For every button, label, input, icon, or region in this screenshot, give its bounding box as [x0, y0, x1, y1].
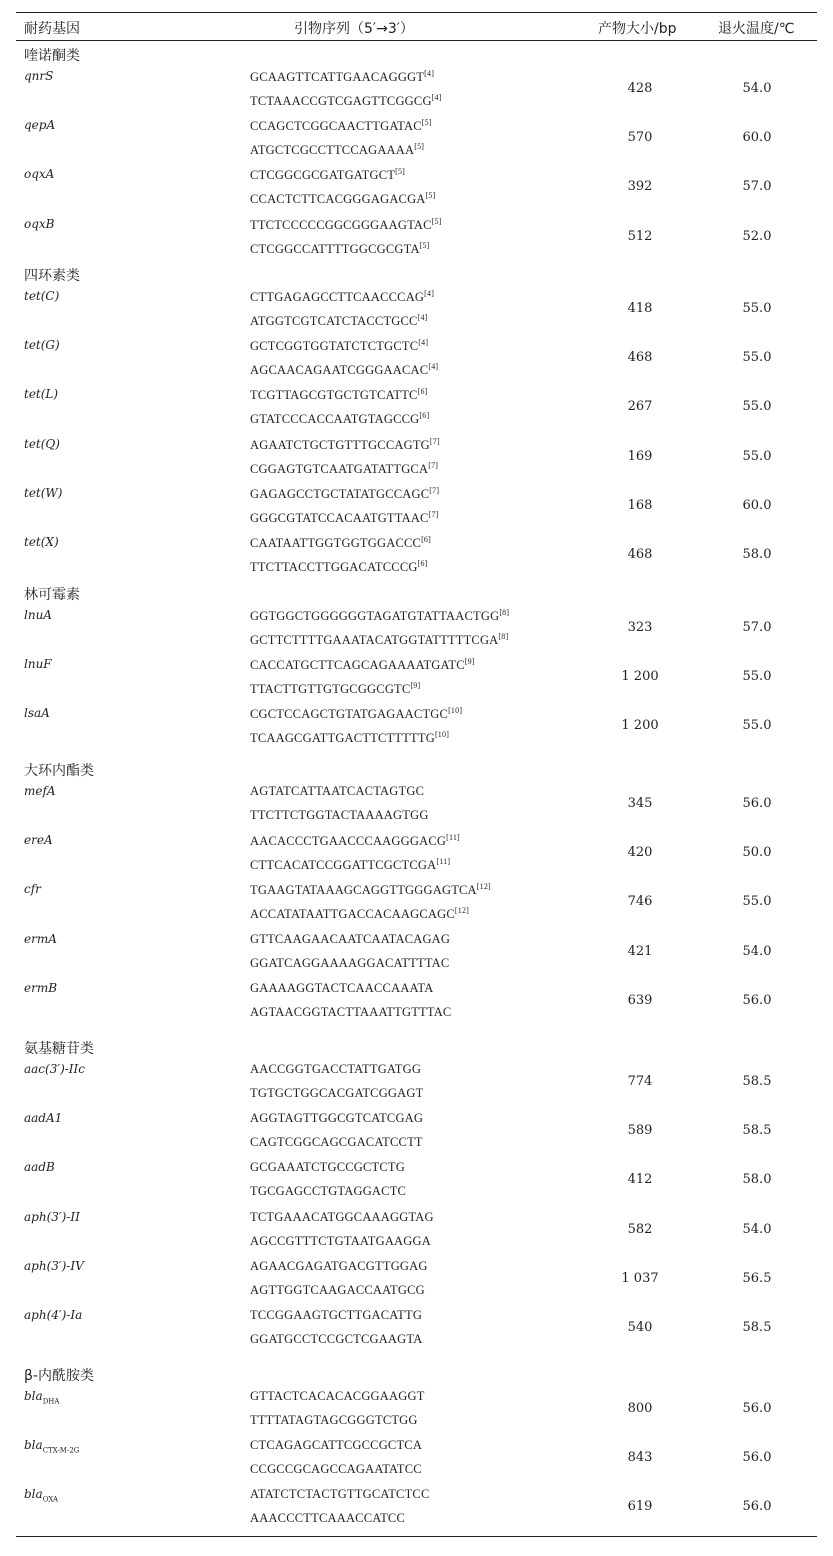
- annealing-temp: 58.0: [742, 1172, 772, 1188]
- forward-primer: [250, 1438, 422, 1453]
- annealing-temp: 56.0: [742, 1401, 772, 1416]
- annealing-temp: 58.5: [742, 1074, 772, 1089]
- annealing-temp: 58.5: [742, 1123, 772, 1139]
- table-top-rule: [16, 12, 817, 13]
- annealing-temp: 56.0: [742, 796, 772, 811]
- reverse-primer: [250, 411, 429, 427]
- reference-citation: [7]: [429, 485, 440, 495]
- product-size: 168: [627, 497, 653, 513]
- reference-citation: [5]: [431, 216, 442, 226]
- gene-name: [24, 535, 59, 549]
- primer-sequence: CCGCCGCAGCCAGAATATCC: [250, 1462, 422, 1477]
- reference-citation: [8]: [498, 632, 509, 641]
- gene-name-text: qepA: [24, 118, 56, 133]
- forward-primer: [250, 1308, 422, 1323]
- annealing-temp: 55.0: [742, 448, 772, 464]
- product-size: 1 200: [621, 669, 659, 685]
- primer-sequence: CGGAGTGTCAATGATATTGCA: [250, 461, 429, 476]
- primer-sequence: AGTAACGGTACTTAAATTGTTTAC: [250, 1004, 452, 1019]
- forward-primer: [250, 706, 462, 722]
- gene-name: [24, 1308, 82, 1322]
- gene-name-text: mefA: [24, 784, 56, 798]
- primer-sequence: CCAGCTCGGCAACTTGATAC: [250, 119, 422, 134]
- forward-primer: [250, 69, 434, 85]
- product-size: 570: [627, 130, 653, 146]
- reverse-primer: [250, 362, 438, 378]
- reverse-primer: [250, 956, 449, 971]
- reverse-primer: [250, 461, 438, 477]
- reverse-primer: [250, 1234, 431, 1249]
- primer-sequence: ATATCTCTACTGTTGCATCTCC: [250, 1487, 430, 1502]
- gene-name-text: cfr: [24, 882, 41, 897]
- annealing-temp: 55.0: [742, 669, 772, 685]
- reverse-primer: [250, 632, 508, 648]
- gene-name: [24, 1160, 55, 1174]
- annealing-temp: 50.0: [742, 845, 772, 861]
- reverse-primer: [250, 857, 450, 873]
- gene-name: [24, 486, 62, 500]
- primer-sequence: AGAACGAGATGACGTTGGAG: [250, 1258, 428, 1273]
- gene-name: [24, 608, 52, 622]
- product-size: 589: [627, 1123, 653, 1139]
- gene-name-text: tet(G): [24, 338, 60, 353]
- forward-primer: [250, 1259, 428, 1274]
- primer-sequence: AGAATCTGCTGTTTGCCAGTG: [250, 437, 430, 452]
- annealing-temp: 56.0: [742, 1450, 772, 1466]
- gene-name: [24, 1111, 62, 1125]
- reference-citation: [10]: [448, 706, 463, 716]
- annealing-temp: 56.0: [742, 1499, 772, 1515]
- gene-name: [24, 1389, 59, 1405]
- reverse-primer: [250, 1462, 422, 1477]
- primer-sequence: TTTTATAGTAGCGGGTCTGG: [250, 1413, 418, 1427]
- primer-sequence: AGCCGTTTCTGTAATGAAGGA: [250, 1233, 431, 1248]
- forward-primer: [250, 1389, 425, 1404]
- reference-citation: [4]: [424, 289, 435, 298]
- product-size: 774: [627, 1074, 653, 1089]
- gene-name-text: tet(W): [24, 485, 63, 500]
- reverse-primer: [250, 93, 442, 109]
- reference-citation: [5]: [425, 191, 436, 201]
- primer-sequence: GGATGCCTCCGCTCGAAGTA: [250, 1332, 423, 1346]
- reference-citation: [11]: [436, 857, 451, 867]
- annealing-temp: 55.0: [742, 718, 772, 734]
- gene-name-text: aph(4′)-Ia: [24, 1308, 83, 1322]
- reference-citation: [12]: [454, 906, 470, 916]
- gene-name: [24, 167, 54, 181]
- gene-name-text: oqxB: [24, 216, 55, 231]
- reverse-primer: [250, 1086, 423, 1101]
- forward-primer: [250, 437, 440, 453]
- annealing-temp: 56.0: [742, 992, 772, 1008]
- primer-sequence: AAACCCTTCAAACCATCC: [250, 1511, 406, 1526]
- annealing-temp: 57.0: [742, 179, 772, 195]
- primer-sequence: AGGTAGTTGGCGTCATCGAG: [250, 1111, 424, 1126]
- reverse-primer: [250, 1135, 423, 1150]
- primer-sequence: CAATAATTGGTGGTGGACCC: [250, 536, 422, 551]
- reference-citation: [4]: [431, 93, 442, 102]
- product-size: 267: [627, 399, 653, 415]
- reference-citation: [6]: [419, 411, 430, 421]
- primer-sequence: TTACTTGTTGTGCGGCGTC: [250, 682, 411, 697]
- primer-sequence: TTCTTCTGGTACTAAAAGTGG: [250, 808, 429, 822]
- primer-sequence: TTCTTACCTTGGACATCCCG: [250, 560, 418, 575]
- reverse-primer: [250, 1332, 422, 1347]
- product-size: 169: [627, 448, 653, 464]
- reference-citation: [6]: [417, 559, 428, 568]
- product-size: 512: [627, 228, 653, 244]
- primer-sequence: GAGAGCCTGCTATATGCCAGC: [250, 486, 430, 501]
- annealing-temp: 58.5: [742, 1320, 772, 1335]
- primer-sequence: TGCGAGCCTGTAGGACTC: [250, 1184, 407, 1199]
- primer-sequence: AGTTGGTCAAGACCAATGCG: [250, 1282, 425, 1297]
- annealing-temp: 57.0: [742, 620, 772, 635]
- gene-name: [24, 1487, 58, 1503]
- gene-name-text: aph(3′)-IV: [24, 1258, 84, 1273]
- gene-name-text: bla: [24, 1487, 43, 1502]
- gene-name: [24, 387, 58, 401]
- header-temp: 退火温度/℃: [718, 21, 795, 37]
- reference-citation: [9]: [410, 681, 421, 691]
- gene-name-text: aac(3′)-IIc: [24, 1062, 86, 1076]
- reverse-primer: [250, 808, 429, 823]
- forward-primer: [250, 1062, 421, 1077]
- forward-primer: [250, 608, 509, 624]
- annealing-temp: 55.0: [742, 399, 772, 415]
- gene-name: [24, 882, 41, 896]
- gene-name-text: aadB: [24, 1160, 55, 1175]
- reverse-primer: [250, 241, 430, 257]
- forward-primer: [250, 118, 432, 134]
- gene-name: [24, 437, 60, 451]
- primer-sequence: CTCGGCCATTTTGGCGCGTA: [250, 241, 420, 256]
- reference-citation: [4]: [424, 69, 435, 78]
- primer-sequence: ATGCTCGCCTTCCAGAAAA: [250, 143, 415, 158]
- reverse-primer: [250, 313, 428, 329]
- primer-sequence: GTTACTCACACACGGAAGGT: [250, 1389, 425, 1403]
- gene-name: [24, 217, 55, 231]
- reference-citation: [4]: [418, 338, 429, 348]
- gene-name-text: aph(3′)-II: [24, 1209, 80, 1224]
- reference-citation: [9]: [464, 657, 475, 667]
- gene-name-text: oqxA: [24, 167, 55, 182]
- product-size: 540: [627, 1320, 653, 1335]
- forward-primer: [250, 167, 405, 183]
- product-size: 639: [627, 992, 653, 1008]
- primer-sequence: GCTCGGTGGTATCTCTGCTC: [250, 339, 419, 354]
- annealing-temp: 56.5: [742, 1270, 772, 1286]
- gene-name: [24, 289, 59, 303]
- product-size: 1 200: [621, 718, 659, 734]
- product-size: 420: [627, 845, 653, 861]
- primer-sequence: AACCGGTGACCTATTGATGG: [250, 1062, 422, 1076]
- header-rule: [16, 40, 817, 41]
- forward-primer: [250, 981, 433, 996]
- reference-citation: [5]: [414, 142, 425, 152]
- annealing-temp: 54.0: [742, 1221, 772, 1237]
- primer-sequence: GCTTCTTTTGAAATACATGGTATTTTTCGA: [250, 633, 499, 648]
- reverse-primer: [250, 906, 469, 922]
- gene-name: [24, 833, 53, 847]
- primer-sequence: TCTAAACCGTCGAGTTCGGCG: [250, 94, 432, 109]
- reverse-primer: [250, 559, 428, 575]
- gene-name-text: ermB: [24, 980, 58, 995]
- primer-sequence: TCTGAAACATGGCAAAGGTAG: [250, 1209, 434, 1224]
- gene-subscript: CTX-M-2G: [42, 1446, 80, 1455]
- reference-citation: [5]: [395, 167, 406, 177]
- forward-primer: [250, 535, 431, 551]
- annealing-temp: 55.0: [742, 301, 772, 316]
- category-label: 林可霉素: [24, 587, 80, 603]
- category-label: 氨基糖苷类: [24, 1041, 94, 1057]
- gene-name: [24, 1438, 79, 1454]
- reverse-primer: [250, 510, 439, 526]
- primer-sequence: CCACTCTTCACGGGAGACGA: [250, 192, 426, 207]
- primer-sequence: ACCATATAATTGACCACAAGCAGC: [250, 907, 455, 922]
- header-primer: 引物序列（5′→3′）: [294, 21, 414, 37]
- gene-name: [24, 981, 57, 995]
- primer-sequence: GGGCGTATCCACAATGTTAAC: [250, 510, 429, 525]
- reverse-primer: [250, 681, 420, 697]
- product-size: 428: [627, 81, 653, 96]
- annealing-temp: 60.0: [742, 497, 772, 513]
- primer-sequence: GGTGGCTGGGGGGTAGATGTATTAACTGG: [250, 609, 500, 624]
- gene-name: [24, 338, 60, 352]
- gene-name-text: lsaA: [24, 706, 50, 721]
- reference-citation: [6]: [421, 535, 431, 544]
- forward-primer: [250, 932, 450, 947]
- reference-citation: [8]: [499, 608, 510, 617]
- primer-sequence: CTTCACATCCGGATTCGCTCGA: [250, 858, 437, 873]
- primer-sequence: TGAAGTATAAAGCAGGTTGGGAGTCA: [250, 883, 477, 898]
- primer-sequence: CTCGGCGCGATGATGCT: [250, 168, 396, 183]
- product-size: 323: [627, 620, 653, 635]
- product-size: 619: [627, 1499, 653, 1515]
- gene-subscript: DHA: [42, 1397, 60, 1406]
- table-bottom-rule: [16, 1536, 817, 1537]
- product-size: 392: [627, 179, 653, 195]
- primer-sequence: GTATCCCACCAATGTAGCCG: [250, 412, 420, 427]
- reverse-primer: [250, 1005, 451, 1020]
- product-size: 468: [627, 547, 653, 562]
- annealing-temp: 60.0: [742, 130, 772, 146]
- reverse-primer: [250, 1511, 405, 1526]
- product-size: 843: [627, 1450, 653, 1466]
- gene-name-text: tet(X): [24, 535, 59, 549]
- primer-sequence: TGTGCTGGCACGATCGGAGT: [250, 1086, 424, 1100]
- category-label: β-内酰胺类: [24, 1368, 94, 1384]
- primer-sequence: GCAAGTTCATTGAACAGGGT: [250, 70, 425, 85]
- primer-sequence: TTCTCCCCCGGCGGGAAGTAC: [250, 217, 432, 232]
- reference-citation: [7]: [428, 460, 439, 470]
- primer-sequence: TCAAGCGATTGACTTCTTTTTG: [250, 731, 435, 746]
- gene-name-text: tet(C): [24, 289, 60, 303]
- reverse-primer: [250, 1413, 418, 1428]
- primer-sequence: TCGTTAGCGTGCTGTCATTC: [250, 388, 418, 403]
- reverse-primer: [250, 142, 424, 158]
- forward-primer: [250, 289, 434, 305]
- primer-sequence: AGCAACAGAATCGGGAACAC: [250, 363, 429, 378]
- gene-name: [24, 1062, 85, 1076]
- header-size: 产物大小/bp: [598, 21, 677, 37]
- gene-name: [24, 706, 50, 720]
- gene-name-text: ereA: [24, 833, 53, 848]
- gene-name: [24, 69, 53, 83]
- forward-primer: [250, 338, 428, 354]
- reverse-primer: [250, 1283, 425, 1298]
- gene-name-text: qnrS: [24, 69, 54, 83]
- gene-name-text: lnuF: [24, 657, 52, 672]
- gene-name: [24, 657, 52, 671]
- primer-sequence: TCCGGAAGTGCTTGACATTG: [250, 1308, 423, 1322]
- forward-primer: [250, 882, 491, 898]
- gene-name: [24, 118, 55, 132]
- gene-name-text: ermA: [24, 931, 57, 946]
- forward-primer: [250, 1111, 423, 1126]
- reference-citation: [7]: [429, 436, 440, 446]
- annealing-temp: 52.0: [742, 228, 772, 244]
- reference-citation: [12]: [476, 882, 491, 892]
- reference-citation: [11]: [446, 833, 460, 843]
- product-size: 582: [627, 1221, 653, 1237]
- gene-name: [24, 1210, 80, 1224]
- primer-sequence: CGCTCCAGCTGTATGAGAACTGC: [250, 707, 449, 722]
- gene-name: [24, 1259, 84, 1273]
- product-size: 418: [627, 301, 653, 316]
- primer-sequence: AACACCCTGAACCCAAGGGACG: [250, 834, 447, 849]
- forward-primer: [250, 217, 442, 233]
- reverse-primer: [250, 191, 435, 207]
- reference-citation: [10]: [434, 730, 450, 740]
- reverse-primer: [250, 730, 449, 746]
- product-size: 345: [627, 796, 653, 811]
- primer-sequence: CACCATGCTTCAGCAGAAAATGATC: [250, 658, 465, 673]
- reference-citation: [5]: [421, 118, 432, 128]
- category-label: 喹诺酮类: [24, 48, 80, 64]
- forward-primer: [250, 1160, 405, 1175]
- forward-primer: [250, 1210, 434, 1225]
- gene-name-text: tet(L): [24, 387, 59, 402]
- gene-name-text: bla: [24, 1438, 43, 1453]
- forward-primer: [250, 833, 460, 849]
- gene-name-text: lnuA: [24, 608, 52, 622]
- primer-sequence: AGTATCATTAATCACTAGTGC: [250, 784, 425, 798]
- forward-primer: [250, 387, 428, 403]
- product-size: 1 037: [621, 1270, 659, 1286]
- annealing-temp: 55.0: [742, 350, 772, 366]
- primer-sequence: GGATCAGGAAAAGGACATTTTAC: [250, 955, 450, 970]
- primer-sequence: GAAAAGGTACTCAACCAAATA: [250, 980, 434, 995]
- primer-sequence: GCGAAATCTGCCGCTCTG: [250, 1160, 405, 1175]
- annealing-temp: 58.0: [742, 547, 772, 562]
- gene-subscript: OXA: [42, 1495, 59, 1504]
- forward-primer: [250, 657, 475, 673]
- product-size: 421: [627, 943, 653, 959]
- reference-citation: [6]: [417, 387, 428, 397]
- annealing-temp: 54.0: [742, 81, 772, 96]
- gene-name: [24, 784, 56, 798]
- primer-sequence: GTTCAAGAACAATCAATACAGAG: [250, 931, 451, 946]
- reference-citation: [7]: [428, 509, 439, 519]
- primer-sequence: CTTGAGAGCCTTCAACCCAG: [250, 290, 425, 305]
- primer-sequence: CTCAGAGCATTCGCCGCTCA: [250, 1438, 423, 1453]
- gene-name-text: aadA1: [24, 1111, 63, 1126]
- reference-citation: [4]: [428, 362, 439, 372]
- primer-sequence: CAGTCGGCAGCGACATCCTT: [250, 1135, 423, 1150]
- gene-name: [24, 932, 57, 946]
- product-size: 412: [627, 1172, 653, 1188]
- reference-citation: [4]: [417, 313, 428, 322]
- product-size: 468: [627, 350, 653, 366]
- category-label: 大环内酯类: [24, 763, 94, 779]
- annealing-temp: 54.0: [742, 943, 772, 959]
- product-size: 800: [627, 1401, 653, 1416]
- category-label: 四环素类: [24, 268, 80, 284]
- gene-name-text: tet(Q): [24, 436, 60, 451]
- product-size: 746: [627, 894, 653, 910]
- reverse-primer: [250, 1184, 406, 1199]
- forward-primer: [250, 1487, 430, 1502]
- primer-sequence: ATGGTCGTCATCTACCTGCC: [250, 314, 418, 329]
- reference-citation: [5]: [419, 240, 430, 250]
- gene-name-text: bla: [24, 1389, 43, 1403]
- forward-primer: [250, 486, 439, 502]
- forward-primer: [250, 784, 424, 799]
- header-gene: 耐药基因: [24, 21, 80, 37]
- annealing-temp: 55.0: [742, 894, 772, 910]
